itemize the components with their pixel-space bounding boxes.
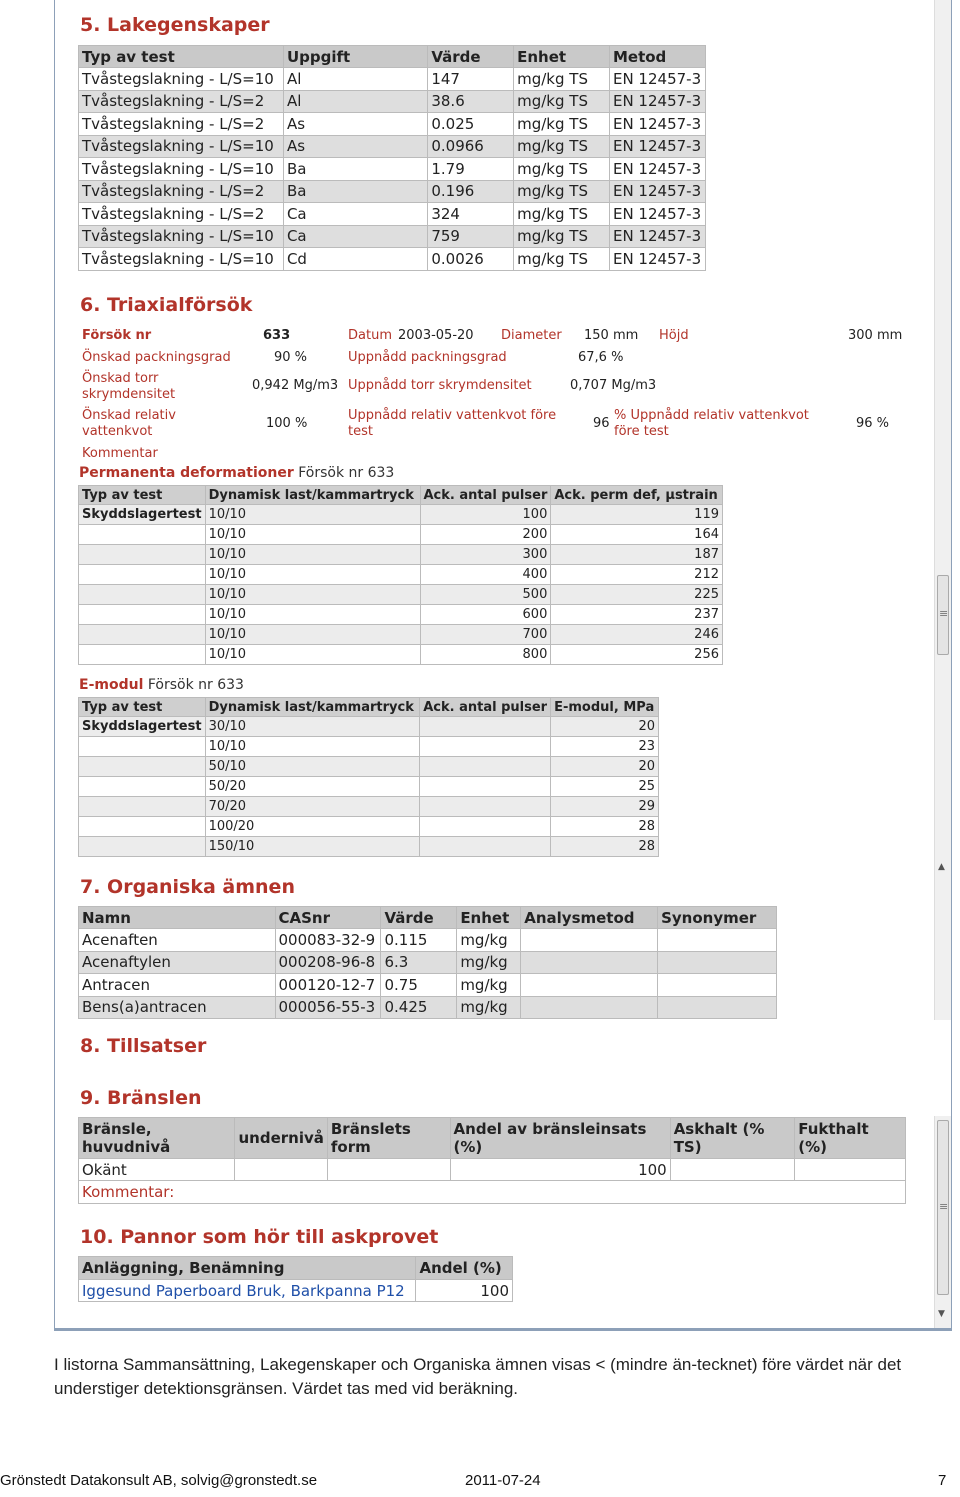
table-header-row [79,46,706,68]
table-row [79,645,723,665]
scrollbar-4[interactable] [934,860,951,1020]
table-cell: EN 12457-3 [609,135,705,158]
table-row [79,565,723,585]
col-header: Synonymer [658,907,777,929]
table-cell [420,837,551,857]
table-cell [521,951,658,974]
table-row [79,113,706,136]
table-row [79,951,777,974]
table-cell: 10/10 [205,645,420,665]
table-cell: 28 [551,817,659,837]
perm-def-table [78,485,723,665]
col-header: Fukthalt (%) [795,1118,906,1159]
table-cell: EN 12457-3 [609,113,705,136]
caption-text: I listorna Sammansättning, Lakegenskaper och Organiska ämnen visas < (mindre än-tecknet) före värdet när det understiger detektionsgränsen. Värdet tas med vid beräkning. [54,1355,902,1398]
table-header-row [79,486,723,505]
col-header: Askhalt (% TS) [670,1118,795,1159]
table-cell [658,996,777,1019]
table-cell: 000056-55-3 [275,996,381,1019]
table-cell [521,929,658,952]
section-7-title: 7. Organiska ämnen [80,876,295,898]
table-cell: 500 [420,585,551,605]
table-cell: 29 [551,797,659,817]
uppnadd-rel-value: 96 [593,416,610,431]
table-cell: 0.425 [381,996,457,1019]
table-cell [79,777,206,797]
table-cell: 100 [420,505,551,525]
col-header: Anläggning, Benämning [79,1257,416,1280]
emod-table [78,697,659,857]
table-cell [658,951,777,974]
col-header: Typ av test [79,46,284,68]
scrollbar-3[interactable] [934,660,951,860]
col-header: E-modul, MPa [551,698,659,717]
uppnadd-rel-label: Uppnådd relativ vattenkvot före test [348,408,557,439]
table-cell: 10/10 [205,737,420,757]
col-header: Andel (%) [416,1257,513,1280]
table-row [79,837,659,857]
table-cell [658,929,777,952]
table-row [79,1181,906,1204]
table-cell: 256 [551,645,723,665]
table-cell: 10/10 [205,525,420,545]
table-cell: Ba [283,158,427,181]
table-cell: Tvåstegslakning - L/S=2 [79,113,284,136]
table-row [79,605,723,625]
organiska-table [78,906,777,1019]
uppnadd-rel2-label: % Uppnådd relativ vattenkvot före test [614,408,809,439]
table-cell: 150/10 [205,837,420,857]
table-cell: 246 [551,625,723,645]
table-cell: 237 [551,605,723,625]
table-cell: 0.75 [381,974,457,997]
table-row [79,817,659,837]
col-header: Bränsle, huvudnivå [79,1118,235,1159]
table-cell: EN 12457-3 [609,68,705,91]
col-header: Ack. perm def, µstrain [551,486,723,505]
table-cell [79,645,206,665]
col-header: Värde [381,907,457,929]
table-cell: 225 [551,585,723,605]
table-cell: 6.3 [381,951,457,974]
table-cell [420,757,551,777]
table-cell [79,605,206,625]
table-cell [79,525,206,545]
table-cell: Acenaftylen [79,951,276,974]
table-cell [521,974,658,997]
table-cell: Bens(a)antracen [79,996,276,1019]
table-cell: 25 [551,777,659,797]
table-cell [79,545,206,565]
bransle-kommentar: Kommentar: [79,1181,906,1204]
table-cell [235,1159,327,1181]
table-cell: EN 12457-3 [609,248,705,271]
table-cell: Tvåstegslakning - L/S=10 [79,158,284,181]
table-cell: EN 12457-3 [609,180,705,203]
table-cell: Tvåstegslakning - L/S=2 [79,180,284,203]
table-cell: 700 [420,625,551,645]
table-cell: Acenaften [79,929,276,952]
table-cell [521,996,658,1019]
table-row [79,996,777,1019]
table-row [79,545,723,565]
uppnadd-rel2-value: 96 % [856,416,890,431]
table-cell: 0.196 [428,180,514,203]
emod-heading [79,677,244,693]
table-cell: Ba [283,180,427,203]
table-cell: mg/kg TS [514,113,610,136]
table-cell [420,817,551,837]
table-cell: Tvåstegslakning - L/S=10 [79,248,284,271]
table-cell: Cd [283,248,427,271]
table-row [79,757,659,777]
table-cell: EN 12457-3 [609,158,705,181]
table-cell: As [283,113,427,136]
table-row [79,1159,906,1181]
table-cell: 30/10 [205,717,420,737]
col-header: Bränslets form [327,1118,450,1159]
scrollbar-2[interactable] [934,275,951,660]
table-cell [79,817,206,837]
section-8-title: 8. Tillsatser [80,1035,207,1057]
table-cell [79,737,206,757]
table-cell: mg/kg [457,996,521,1019]
table-cell: EN 12457-3 [609,90,705,113]
onskad-torr-value: 0,942 Mg/m3 [252,378,339,393]
table-cell: 70/20 [205,797,420,817]
table-cell: Antracen [79,974,276,997]
table-cell: mg/kg [457,929,521,952]
table-row [79,717,659,737]
col-header: Enhet [457,907,521,929]
table-header-row [79,1257,513,1280]
table-cell: 20 [551,757,659,777]
section-5-title: 5. Lakegenskaper [80,14,270,36]
table-cell [79,565,206,585]
scrollbar-1[interactable] [934,0,951,275]
table-cell: Tvåstegslakning - L/S=10 [79,68,284,91]
table-cell: Skyddslagertest [79,505,206,525]
table-row [79,525,723,545]
col-header: Analysmetod [521,907,658,929]
table-row [79,505,723,525]
perm-def-title: Permanenta deformationer [79,465,294,481]
table-row [79,797,659,817]
table-row [79,248,706,271]
table-cell: 10/10 [205,605,420,625]
col-header: CASnr [275,907,381,929]
table-cell [79,625,206,645]
col-header: Enhet [514,46,610,68]
table-cell [79,837,206,857]
table-row [79,180,706,203]
table-cell: 10/10 [205,585,420,605]
table-cell: EN 12457-3 [609,225,705,248]
onskad-rel-value: 100 % [266,416,308,431]
table-row [79,625,723,645]
table-row [79,929,777,952]
table-cell: 800 [420,645,551,665]
datum-value: 2003-05-20 [398,328,474,343]
table-cell: mg/kg TS [514,90,610,113]
table-cell: 300 [420,545,551,565]
table-cell: 000120-12-7 [275,974,381,997]
table-cell: 0.115 [381,929,457,952]
table-cell: mg/kg TS [514,248,610,271]
table-cell [79,797,206,817]
table-cell [420,717,551,737]
table-cell: 10/10 [205,565,420,585]
table-cell: 600 [420,605,551,625]
table-cell: 10/10 [205,545,420,565]
table-cell: 28 [551,837,659,857]
bransle-table [78,1117,906,1204]
table-cell: 187 [551,545,723,565]
table-row [79,777,659,797]
table-cell: mg/kg TS [514,225,610,248]
table-header-row [79,907,777,929]
perm-def-subtitle: Försök nr 633 [298,465,395,481]
footer-page-number: 7 [938,1472,947,1489]
emod-title: E-modul [79,677,144,693]
table-row [79,203,706,226]
perm-def-heading [79,465,394,481]
table-cell: Tvåstegslakning - L/S=10 [79,225,284,248]
table-cell: 20 [551,717,659,737]
col-header: undernivå [235,1118,327,1159]
col-header: Värde [428,46,514,68]
onskad-rel-label: Önskad relativ vattenkvot [82,408,176,439]
col-header: Typ av test [79,698,206,717]
table-cell: 38.6 [428,90,514,113]
section-10-title: 10. Pannor som hör till askprovet [80,1226,439,1248]
table-cell: Ca [283,203,427,226]
table-cell: 100 [450,1159,670,1181]
table-header-row [79,698,659,717]
table-cell: Ca [283,225,427,248]
table-cell: As [283,135,427,158]
table-cell: Okänt [79,1159,235,1181]
section-9-title: 9. Bränslen [80,1087,202,1109]
table-cell: 000083-32-9 [275,929,381,952]
table-cell: 23 [551,737,659,757]
footer-date: 2011-07-24 [465,1472,541,1489]
table-cell: 0.0026 [428,248,514,271]
table-row [79,135,706,158]
kommentar-label: Kommentar [82,446,158,461]
table-row [79,68,706,91]
table-cell: Al [283,90,427,113]
table-cell: 0.0966 [428,135,514,158]
footer-company: Grönstedt Datakonsult AB, solvig@gronstedt.se [0,1472,318,1489]
table-cell: 400 [420,565,551,585]
table-cell: 759 [428,225,514,248]
lakegenskaper-table [78,45,706,271]
col-header: Metod [609,46,705,68]
table-cell: Tvåstegslakning - L/S=2 [79,203,284,226]
table-cell [670,1159,795,1181]
table-cell: Skyddslagertest [79,717,206,737]
uppnadd-pack-value: 67,6 % [578,350,624,365]
table-cell [795,1159,906,1181]
table-cell: 1.79 [428,158,514,181]
table-cell: 10/10 [205,505,420,525]
col-header: Typ av test [79,486,206,505]
table-cell: mg/kg TS [514,135,610,158]
col-header: Dynamisk last/kammartryck [205,698,420,717]
table-cell: mg/kg TS [514,68,610,91]
hojd-label: Höjd [659,328,689,343]
table-row [79,585,723,605]
table-cell: EN 12457-3 [609,203,705,226]
emod-subtitle: Försök nr 633 [147,677,244,693]
uppnadd-pack-label: Uppnådd packningsgrad [348,350,507,365]
uppnadd-torr-label: Uppnådd torr skrymdensitet [348,378,532,393]
scrollbar-thumb[interactable] [937,575,949,655]
col-header: Dynamisk last/kammartryck [205,486,420,505]
scrollbar-5[interactable] [934,1116,951,1328]
forsok-value: 633 [263,328,291,343]
table-row [79,225,706,248]
table-cell: 324 [428,203,514,226]
table-cell [327,1159,450,1181]
table-cell: 000208-96-8 [275,951,381,974]
hojd-value: 300 mm [848,328,903,343]
table-cell: 212 [551,565,723,585]
section-6-title: 6. Triaxialförsök [80,294,253,316]
onskad-torr-label: Önskad torr skrymdensitet [82,371,176,402]
table-cell: 50/20 [205,777,420,797]
table-row [79,737,659,757]
table-cell: Al [283,68,427,91]
table-cell: 100/20 [205,817,420,837]
table-cell: Tvåstegslakning - L/S=10 [79,135,284,158]
table-cell: mg/kg [457,974,521,997]
col-header: Uppgift [283,46,427,68]
table-row [79,90,706,113]
table-cell: 119 [551,505,723,525]
col-header: Namn [79,907,276,929]
table-cell: 0.025 [428,113,514,136]
table-cell [79,757,206,777]
table-cell: mg/kg TS [514,180,610,203]
scrollbar-thumb[interactable] [937,1120,949,1295]
table-cell: 164 [551,525,723,545]
onskad-pack-value: 90 % [274,350,308,365]
diameter-value: 150 mm [584,328,639,343]
table-cell: 200 [420,525,551,545]
col-header: Ack. antal pulser [420,698,551,717]
table-cell: 147 [428,68,514,91]
panna-link[interactable]: Iggesund Paperboard Bruk, Barkpanna P12 [79,1280,416,1302]
col-header: Andel av bränsleinsats (%) [450,1118,670,1159]
table-row [79,974,777,997]
table-cell: mg/kg TS [514,158,610,181]
uppnadd-torr-value: 0,707 Mg/m3 [570,378,657,393]
table-cell: mg/kg TS [514,203,610,226]
table-cell [79,585,206,605]
table-row [79,1280,513,1302]
pannor-table [78,1256,513,1302]
diameter-label: Diameter [501,328,562,343]
table-row [79,158,706,181]
table-cell: 50/10 [205,757,420,777]
table-cell [420,797,551,817]
datum-label: Datum [348,328,392,343]
table-cell [658,974,777,997]
table-cell [420,737,551,757]
forsok-label: Försök nr [82,328,152,343]
table-cell: 10/10 [205,625,420,645]
table-cell: mg/kg [457,951,521,974]
table-cell: 100 [416,1280,513,1302]
table-header-row [79,1118,906,1159]
table-cell [420,777,551,797]
scroll-up-arrow-icon[interactable]: ▲ [938,862,945,872]
table-cell: Tvåstegslakning - L/S=2 [79,90,284,113]
col-header: Ack. antal pulser [420,486,551,505]
onskad-pack-label: Önskad packningsgrad [82,350,231,365]
scroll-down-arrow-icon[interactable]: ▼ [938,1309,945,1319]
